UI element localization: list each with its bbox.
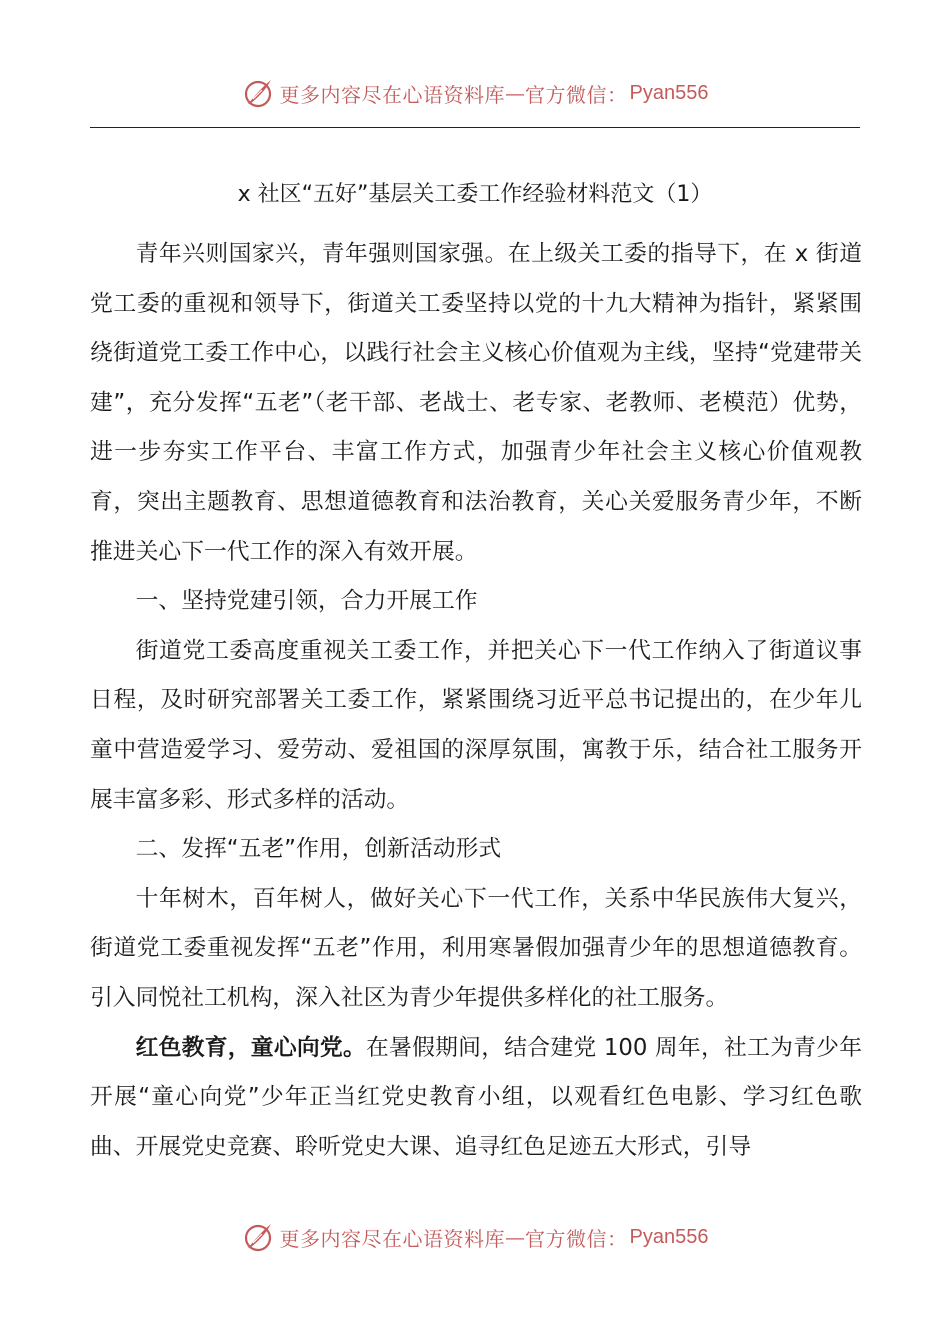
quill-logo-icon: [242, 1221, 274, 1253]
quill-logo-icon: [242, 77, 274, 109]
paragraph-red-education: [90, 1024, 862, 1173]
watermark-contact-id: Pyan556: [629, 81, 709, 104]
watermark-separator: —: [505, 81, 526, 105]
watermark-text: 更多内容尽在心语资料库: [279, 82, 506, 107]
watermark-text: 更多内容尽在心语资料库: [279, 1226, 506, 1251]
header-divider: [90, 127, 860, 128]
paragraph-section-2: 十年树木，百年树人，做好关心下一代工作，关系中华民族伟大复兴，街道党工委重视发挥“五老”作用，利用寒暑假加强青少年的思想道德教育。引入同悦社工机构，深入社区为青少年提供多样化的社工服务。: [90, 885, 862, 1011]
document-body: [90, 230, 862, 1172]
watermark-contact-label: 官方微信：: [525, 82, 628, 107]
watermark-contact-label: 官方微信：: [525, 1226, 628, 1251]
document-title: x 社区“五好”基层关工委工作经验材料范文（1）: [237, 182, 713, 207]
footer-watermark: [0, 1217, 950, 1257]
paragraph-intro: 青年兴则国家兴，青年强则国家强。在上级关工委的指导下，在 x 街道党工委的重视和领导下，街道关工委坚持以党的十九大精神为指针，紧紧围绕街道党工委工作中心，以践行社会主义核心价值观为主线，坚持“党建带关建”，充分发挥“五老”（老干部、老战士、老专家、老教师、老模范）优势，进一步夯实工作平台、丰富工作方式，加强青少年社会主义核心价值观教育，突出主题教育、思想道德教育和法治教育，关心关爱服务青少年，不断推进关心下一代工作的深入有效开展。: [90, 241, 862, 565]
header-watermark: [0, 73, 950, 113]
paragraph-lead-bold: 红色教育，童心向党。: [135, 1034, 366, 1061]
watermark-contact-id: Pyan556: [629, 1225, 709, 1248]
paragraph-red-education-text: 在暑假期间，结合建党 100 周年，社工为青少年开展“童心向党”少年正当红党史教育小组，以观看红色电影、学习红色歌曲、开展党史竞赛、聆听党史大课、追寻红色足迹五大形式，引导: [90, 1034, 862, 1160]
section-heading-1: 一、坚持党建引领，合力开展工作: [135, 588, 478, 615]
watermark-separator: —: [505, 1225, 526, 1249]
paragraph-section-1: 街道党工委高度重视关工委工作，并把关心下一代工作纳入了街道议事日程，及时研究部署关工委工作，紧紧围绕习近平总书记提出的，在少年儿童中营造爱学习、爱劳动、爱祖国的深厚氛围，寓教于乐，结合社工服务开展丰富多彩、形式多样的活动。: [90, 637, 862, 813]
section-heading-2: 二、发挥“五老”作用，创新活动形式: [135, 836, 502, 863]
